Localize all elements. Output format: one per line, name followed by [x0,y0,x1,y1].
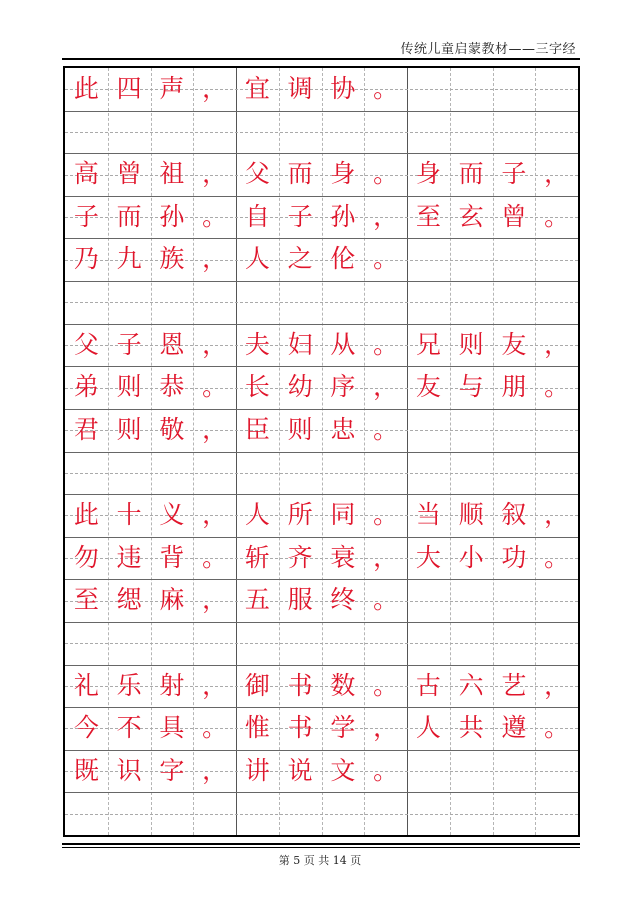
practice-grid [63,66,580,837]
grid-character: ， [202,329,228,359]
grid-character: 十 [116,500,142,530]
grid-character: 子 [287,201,313,231]
grid-character: 而 [458,159,484,189]
grid-character: 文 [330,755,356,785]
grid-character: 曾 [501,201,527,231]
grid-character: 则 [287,414,313,444]
text-row [65,792,578,835]
grid-character: 伦 [330,244,356,274]
grid-character: ， [202,244,228,274]
grid-character: 身 [330,159,356,189]
grid-character: 具 [159,713,185,743]
grid-character: 同 [330,500,356,530]
grid-character: 违 [116,542,142,572]
grid-character: 乐 [116,670,142,700]
grid-character: 从 [330,329,356,359]
grid-character: 共 [458,713,484,743]
grid-character: 书 [287,713,313,743]
grid-character: 而 [116,201,142,231]
grid-character: 讲 [244,755,270,785]
grid-character: 则 [116,372,142,402]
grid-character: 此 [73,500,99,530]
header-rule [62,58,580,60]
grid-character: 兄 [415,329,441,359]
grid-character: ， [202,670,228,700]
grid-character: 孙 [159,201,185,231]
grid-character: 今 [73,713,99,743]
grid-character: 。 [373,159,399,189]
grid-character: 而 [287,159,313,189]
grid-character: 齐 [287,542,313,572]
grid-character: 宜 [244,74,270,103]
grid-character: 不 [116,713,142,743]
grid-character: 识 [116,755,142,785]
grid-character: 顺 [458,500,484,530]
grid-character: 与 [458,372,484,402]
grid-character: 恩 [159,329,185,359]
grid-character: ， [373,713,399,743]
grid-character: 朋 [501,372,527,402]
grid-character: 麻 [159,585,185,615]
grid-character: 惟 [244,713,270,743]
footer-rule-thin [62,847,580,848]
grid-character: 妇 [287,329,313,359]
grid-character: 学 [330,713,356,743]
grid-character: 祖 [159,159,185,189]
grid-character: 。 [544,713,570,743]
grid-character: 族 [159,244,185,274]
grid-character: 勿 [73,542,99,572]
grid-character: 既 [73,755,99,785]
grid-character: 叙 [501,500,527,530]
grid-character: 长 [244,372,270,402]
grid-character: 四 [116,74,142,103]
grid-character: 艺 [501,670,527,700]
grid-character: 自 [244,201,270,231]
grid-character: 。 [373,329,399,359]
grid-character: 数 [330,670,356,700]
grid-character: ， [544,329,570,359]
grid-character: 六 [458,670,484,700]
grid-character: 。 [202,713,228,743]
grid-character: 友 [415,372,441,402]
grid-character: 至 [73,585,99,615]
grid-character: 。 [202,201,228,231]
grid-character: 。 [373,500,399,530]
grid-character: 乃 [73,244,99,274]
grid-character: 友 [501,329,527,359]
grid-character: ， [202,159,228,189]
grid-character: ， [202,585,228,615]
grid-character: 小 [458,542,484,572]
grid-character: 。 [373,670,399,700]
grid-character: 服 [287,585,313,615]
grid-character: 敬 [159,414,185,444]
grid-character: 。 [373,755,399,785]
grid-character: ， [373,201,399,231]
grid-character: 。 [373,414,399,444]
grid-character: 背 [159,542,185,572]
grid-character: 则 [116,414,142,444]
grid-character: ， [544,159,570,189]
grid-character: ， [373,542,399,572]
grid-character: 玄 [458,201,484,231]
grid-character: 臣 [244,414,270,444]
grid-character: 君 [73,414,99,444]
grid-character: 幼 [287,372,313,402]
grid-character: 则 [458,329,484,359]
grid-character: 大 [415,542,441,572]
grid-character: 义 [159,500,185,530]
grid-character: 古 [415,670,441,700]
grid-character: 。 [373,244,399,274]
page-number: 第 5 页 共 14 页 [278,854,362,867]
grid-character: 。 [202,372,228,402]
grid-character: 终 [330,585,356,615]
grid-character: 射 [159,670,185,700]
grid-character: 斩 [244,542,270,572]
grid-character: 孙 [330,201,356,231]
grid-character: 人 [244,244,270,274]
grid-character: 子 [73,201,99,231]
header-title: 传统儿童启蒙教材——三字经 [400,42,576,57]
grid-character: 恭 [159,372,185,402]
footer-rule [62,843,580,845]
grid-character: 五 [244,585,270,615]
grid-character: 所 [287,500,313,530]
grid-character: 人 [244,500,270,530]
grid-character: ， [202,755,228,785]
grid-character: 人 [415,713,441,743]
grid-character: 遵 [501,713,527,743]
grid-character: 功 [501,542,527,572]
grid-character: 九 [116,244,142,274]
grid-character: ， [544,500,570,530]
grid-character: 字 [159,755,185,785]
grid-character: 调 [287,74,313,103]
grid-character: 身 [415,159,441,189]
grid-character: 子 [501,159,527,189]
grid-character: 子 [116,329,142,359]
grid-character: 御 [244,670,270,700]
grid-mid-line [65,68,578,815]
grid-character: ， [202,74,228,103]
grid-character: 曾 [116,159,142,189]
grid-character: 之 [287,244,313,274]
grid-character: 。 [544,542,570,572]
grid-character: 弟 [73,372,99,402]
grid-character: 此 [73,74,99,103]
grid-character: ， [202,414,228,444]
grid-character: 夫 [244,329,270,359]
grid-character: 。 [544,201,570,231]
grid-character: ， [544,670,570,700]
grid-character: 说 [287,755,313,785]
grid-character: 。 [202,542,228,572]
grid-character: 缌 [116,585,142,615]
grid-character: 。 [544,372,570,402]
grid-character: ， [202,500,228,530]
grid-character: 高 [73,159,99,189]
grid-character: 。 [373,74,399,103]
grid-character: ， [373,372,399,402]
grid-character: 父 [244,159,270,189]
grid-character: 父 [73,329,99,359]
grid-character: 协 [330,74,356,103]
grid-character: 至 [415,201,441,231]
grid-character: 书 [287,670,313,700]
grid-character: 序 [330,372,356,402]
grid-character: 忠 [330,414,356,444]
grid-character: 礼 [73,670,99,700]
grid-character: 。 [373,585,399,615]
grid-character: 衰 [330,542,356,572]
grid-character: 当 [415,500,441,530]
grid-character: 声 [159,74,185,103]
